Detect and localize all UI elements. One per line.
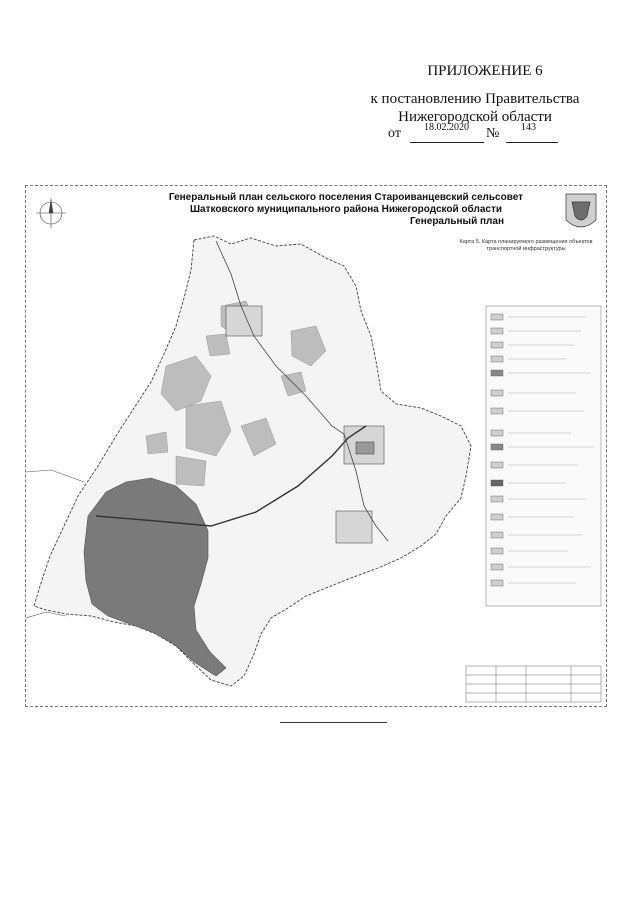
number-value: 143: [521, 122, 536, 133]
title-block: [466, 666, 601, 702]
date-value: 18.02.2020: [424, 122, 469, 133]
map-title-line-2: Шатковского муниципального района Нижегородской области: [190, 204, 502, 215]
coat-of-arms-icon: [566, 194, 596, 227]
number-underline: [506, 142, 558, 143]
compass-icon: [36, 198, 66, 228]
date-number-line: [388, 122, 588, 146]
appendix-heading: ПРИЛОЖЕНИЕ 6: [427, 63, 543, 79]
bottom-rule: [280, 722, 387, 723]
map-title-line-3: Генеральный план: [410, 216, 504, 227]
map-title: [136, 192, 556, 228]
map-subtitle: Карта 5. Карта планируемого размещения объектов транспортной инфраструктуры: [459, 239, 593, 252]
resolution-line: к постановлению Правительства: [370, 91, 580, 107]
map-drawing: [26, 186, 606, 706]
territory-boundary: [34, 236, 471, 686]
date-underline: [410, 142, 484, 143]
general-plan-map: [25, 185, 607, 707]
region-line: Нижегородской области: [398, 109, 552, 125]
map-title-line-1: Генеральный план сельского поселения Староиванцевский сельсовет: [168, 192, 524, 203]
date-prefix: от: [388, 126, 401, 141]
number-prefix: №: [486, 126, 500, 141]
map-legend: [486, 306, 601, 606]
